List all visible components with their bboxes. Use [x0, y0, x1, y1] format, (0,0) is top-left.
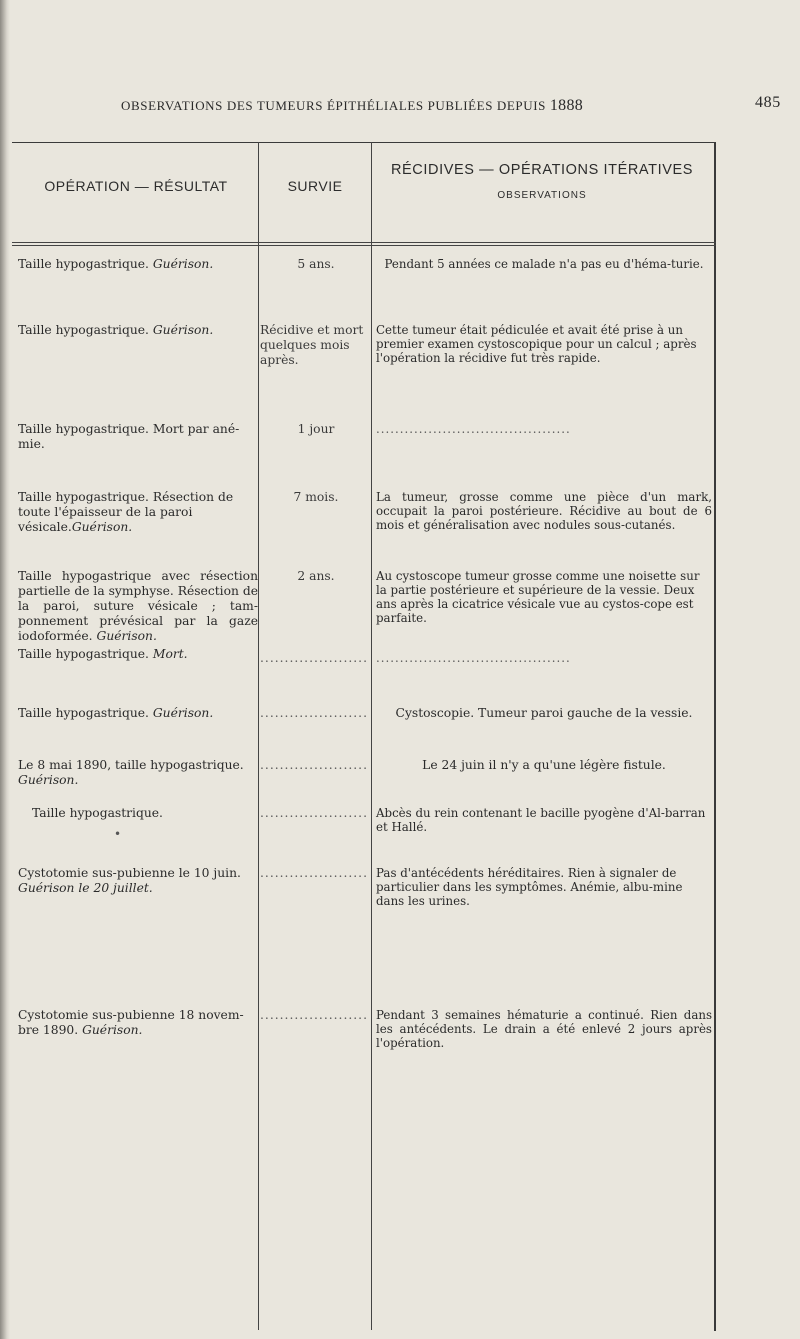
row-7-observation: Cystoscopie. Tumeur paroi gauche de la vessie.	[395, 706, 693, 720]
page-number: 485	[755, 94, 781, 111]
row-6-operation	[18, 647, 258, 662]
row-10-observation: Pas d'antécédents héréditaires. Rien à signaler de particulier dans les symptômes. Anémie, albu-mine dans les urines.	[376, 866, 683, 908]
observations-table	[12, 142, 716, 1331]
running-head	[0, 93, 800, 117]
row-4-survie: 7 mois.	[293, 490, 339, 504]
row-1-operation	[18, 257, 258, 272]
row-7-operation	[18, 706, 258, 721]
row-9-operation-text: Taille hypogastrique.	[32, 806, 163, 820]
row-4-operation	[18, 490, 258, 535]
row-7-result: Guérison.	[152, 706, 214, 720]
row-2-operation-text: Taille hypogastrique.	[18, 323, 153, 337]
running-head-title-text: OBSERVATIONS DES TUMEURS ÉPITHÉLIALES PUBLIÉES DEPUIS	[121, 98, 547, 113]
row-5-observation: Au cystoscope tumeur grosse comme une noisette sur la partie postérieure et supérieure de la vessie. Deux ans après la cicatrice vésicale vue au cystos-cope est parfaite.	[376, 569, 700, 625]
header-rule-bottom	[12, 245, 716, 246]
row-10-survie: ......................	[260, 866, 368, 880]
row-1-operation-text: Taille hypogastrique.	[18, 257, 153, 271]
row-8-operation	[18, 758, 258, 788]
header-observations: OBSERVATIONS	[497, 190, 587, 201]
ink-mark: •	[114, 827, 122, 841]
row-8-result: Guérison.	[18, 773, 79, 787]
row-4-observation: La tumeur, grosse comme une pièce d'un mark, occupait la paroi postérieure. Récidive au bout de 6 mois et généralisation avec nodules sous-cutanés.	[376, 490, 712, 532]
row-4-result: Guérison.	[71, 520, 133, 534]
row-2-result: Guérison.	[152, 323, 214, 337]
row-5-survie: 2 ans.	[297, 569, 335, 583]
row-1-survie: 5 ans.	[297, 257, 335, 271]
row-11-survie: ......................	[260, 1008, 368, 1022]
row-10-result: Guérison le 20 juillet.	[18, 881, 153, 895]
row-4-operation-text: Taille hypogastrique. Résection de toute l'épaisseur de la paroi vésicale.	[18, 490, 234, 534]
column-divider-1	[258, 142, 259, 1330]
row-3-operation-text: Taille hypogastrique. Mort par ané-mie.	[18, 422, 240, 451]
row-2-operation	[18, 323, 258, 338]
row-5-result: Guérison.	[96, 629, 157, 643]
row-7-survie: ......................	[260, 706, 368, 720]
row-5-operation-text: Taille hypogastrique avec résection partielle de la symphyse. Résection de la paroi, suture vésicale ; tam-ponnement prévésical par la gaze iodoformée.	[18, 569, 258, 643]
row-2-survie: Récidive et mort quelques mois après.	[260, 323, 364, 367]
header-operation: OPÉRATION — RÉSULTAT	[44, 178, 228, 194]
row-11-operation	[18, 1008, 258, 1038]
row-3-observation: .........................................	[376, 422, 571, 436]
header-recidives: RÉCIDIVES — OPÉRATIONS ITÉRATIVES	[390, 162, 694, 178]
row-3-survie: 1 jour	[297, 422, 335, 436]
row-8-operation-text: Le 8 mai 1890, taille hypogastrique.	[18, 758, 244, 772]
running-head-year: 1888	[549, 97, 584, 114]
row-11-operation-text: Cystotomie sus-pubienne 18 novem-bre 1890.	[18, 1008, 244, 1037]
column-divider-2	[371, 142, 372, 1330]
row-6-survie: ......................	[260, 651, 368, 665]
row-7-operation-text: Taille hypogastrique.	[18, 706, 153, 720]
row-1-result: Guérison.	[152, 257, 214, 271]
header-rule-top	[12, 242, 716, 243]
book-gutter-shadow	[0, 0, 10, 1339]
row-1-observation: Pendant 5 années ce malade n'a pas eu d'héma-turie.	[384, 257, 704, 271]
row-6-operation-text: Taille hypogastrique.	[18, 647, 153, 661]
row-11-result: Guérison.	[82, 1023, 143, 1037]
row-3-operation	[18, 422, 258, 452]
row-9-survie: ......................	[260, 806, 368, 820]
running-head-title	[121, 97, 583, 115]
row-9-observation: Abcès du rein contenant le bacille pyogène d'Al-barran et Hallé.	[376, 806, 706, 834]
row-10-operation-text: Cystotomie sus-pubienne le 10 juin.	[18, 866, 241, 880]
row-6-observation: .........................................	[376, 651, 571, 665]
row-6-result: Mort.	[152, 647, 188, 661]
row-10-operation	[18, 866, 258, 896]
row-8-survie: ......................	[260, 758, 368, 772]
row-11-observation: Pendant 3 semaines hématurie a continué. Rien dans les antécédents. Le drain a été enlevé 2 jours après l'opération.	[376, 1008, 712, 1050]
header-survie: SURVIE	[287, 178, 343, 194]
row-2-observation: Cette tumeur était pédiculée et avait été prise à un premier examen cystoscopique pour un calcul ; après l'opération la récidive fut très rapide.	[376, 323, 697, 365]
row-9-operation	[18, 806, 258, 821]
row-5-operation	[18, 569, 258, 644]
row-8-observation: Le 24 juin il n'y a qu'une légère fistule.	[422, 758, 666, 772]
